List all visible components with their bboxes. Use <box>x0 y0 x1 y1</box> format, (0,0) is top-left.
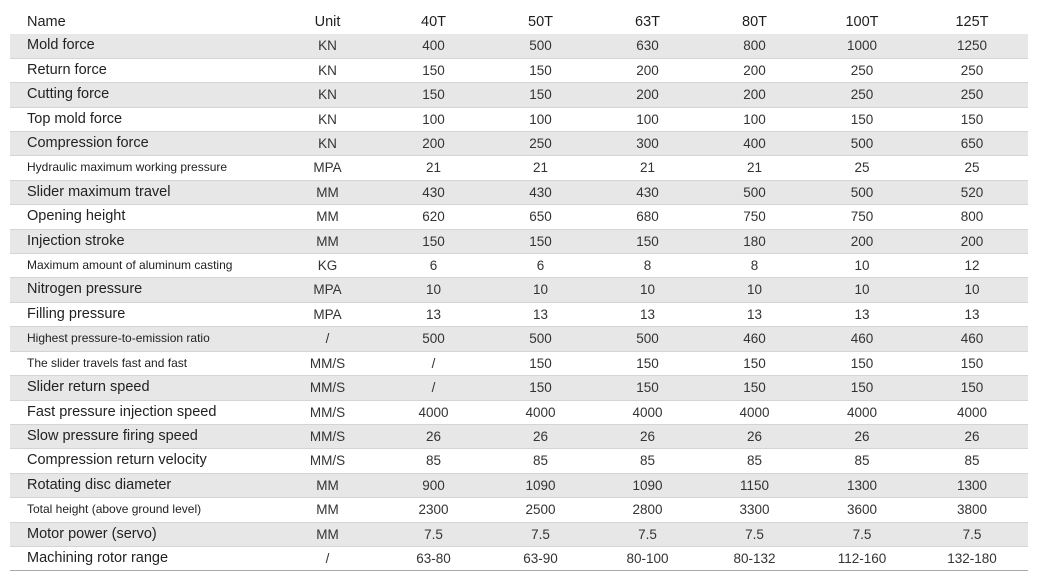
row-value: 1000 <box>808 34 916 58</box>
row-value: 26 <box>808 424 916 448</box>
row-value: 2500 <box>487 498 594 522</box>
row-value: 3300 <box>701 498 808 522</box>
row-value: 150 <box>808 107 916 131</box>
header-row <box>10 11 1028 34</box>
row-value: 4000 <box>380 400 487 424</box>
row-value: 26 <box>701 424 808 448</box>
row-value: 250 <box>808 83 916 107</box>
row-value: 26 <box>487 424 594 448</box>
row-value: 150 <box>701 376 808 400</box>
row-value: 10 <box>594 278 701 302</box>
row-value: 150 <box>380 229 487 253</box>
row-unit: / <box>275 546 380 570</box>
row-value: 8 <box>701 254 808 278</box>
row-value: 250 <box>487 132 594 156</box>
row-unit: MPA <box>275 278 380 302</box>
row-unit: KN <box>275 132 380 156</box>
row-value: 7.5 <box>380 522 487 546</box>
table-row <box>10 34 1028 58</box>
row-unit: MM <box>275 180 380 204</box>
table-row <box>10 327 1028 351</box>
row-value: 1150 <box>701 473 808 497</box>
row-unit: MM <box>275 473 380 497</box>
table-row <box>10 473 1028 497</box>
column-header: 125T <box>916 11 1028 34</box>
row-value: 13 <box>916 302 1028 326</box>
row-value: 10 <box>380 278 487 302</box>
row-name: Slow pressure firing speed <box>10 424 275 448</box>
table-row <box>10 376 1028 400</box>
row-value: 150 <box>916 376 1028 400</box>
row-value: 430 <box>594 180 701 204</box>
row-name: Highest pressure-to-emission ratio <box>10 327 275 351</box>
row-value: 150 <box>380 58 487 82</box>
row-unit: MM/S <box>275 351 380 375</box>
row-value: 500 <box>808 132 916 156</box>
table-row <box>10 156 1028 180</box>
row-unit: KN <box>275 34 380 58</box>
row-value: 200 <box>594 58 701 82</box>
row-name: Hydraulic maximum working pressure <box>10 156 275 180</box>
row-value: 7.5 <box>916 522 1028 546</box>
row-value: 21 <box>487 156 594 180</box>
row-value: 63-90 <box>487 546 594 570</box>
row-value: 200 <box>701 83 808 107</box>
table-row <box>10 302 1028 326</box>
row-value: 150 <box>487 83 594 107</box>
row-value: 100 <box>487 107 594 131</box>
row-name: Machining rotor range <box>10 546 275 570</box>
row-value: / <box>380 376 487 400</box>
row-value: 500 <box>808 180 916 204</box>
column-header: Unit <box>275 11 380 34</box>
table-row <box>10 278 1028 302</box>
row-unit: MM <box>275 229 380 253</box>
row-value: 13 <box>808 302 916 326</box>
row-unit: MM <box>275 205 380 229</box>
row-value: 650 <box>487 205 594 229</box>
row-value: 150 <box>380 83 487 107</box>
row-value: 80-132 <box>701 546 808 570</box>
column-header: 63T <box>594 11 701 34</box>
row-value: 85 <box>808 449 916 473</box>
column-header: 80T <box>701 11 808 34</box>
row-value: 10 <box>808 278 916 302</box>
row-value: 26 <box>380 424 487 448</box>
row-value: 100 <box>594 107 701 131</box>
row-value: 4000 <box>701 400 808 424</box>
row-value: 750 <box>808 205 916 229</box>
row-value: 400 <box>701 132 808 156</box>
column-header: 40T <box>380 11 487 34</box>
row-value: 500 <box>701 180 808 204</box>
row-value: 85 <box>701 449 808 473</box>
row-value: 21 <box>380 156 487 180</box>
row-value: 500 <box>487 34 594 58</box>
row-value: 6 <box>380 254 487 278</box>
row-value: 150 <box>916 107 1028 131</box>
row-value: 2300 <box>380 498 487 522</box>
row-value: 460 <box>916 327 1028 351</box>
row-value: 3800 <box>916 498 1028 522</box>
row-value: 85 <box>594 449 701 473</box>
row-value: 100 <box>701 107 808 131</box>
row-value: 10 <box>487 278 594 302</box>
table-row <box>10 498 1028 522</box>
table-header <box>10 11 1028 34</box>
row-value: 1300 <box>916 473 1028 497</box>
row-value: 500 <box>594 327 701 351</box>
row-value: 12 <box>916 254 1028 278</box>
table-row <box>10 132 1028 156</box>
row-value: 750 <box>701 205 808 229</box>
row-name: Compression force <box>10 132 275 156</box>
row-name: Nitrogen pressure <box>10 278 275 302</box>
table-row <box>10 83 1028 107</box>
row-value: 150 <box>594 229 701 253</box>
row-value: 10 <box>701 278 808 302</box>
row-value: 7.5 <box>594 522 701 546</box>
row-name: Fast pressure injection speed <box>10 400 275 424</box>
row-value: 150 <box>487 376 594 400</box>
row-value: 250 <box>916 83 1028 107</box>
row-value: 80-100 <box>594 546 701 570</box>
row-value: 430 <box>380 180 487 204</box>
row-unit: KN <box>275 107 380 131</box>
row-value: 26 <box>916 424 1028 448</box>
row-value: 1090 <box>594 473 701 497</box>
row-unit: KG <box>275 254 380 278</box>
row-value: 150 <box>808 351 916 375</box>
row-value: 10 <box>916 278 1028 302</box>
row-name: Compression return velocity <box>10 449 275 473</box>
row-value: 1250 <box>916 34 1028 58</box>
row-value: 8 <box>594 254 701 278</box>
row-value: 85 <box>916 449 1028 473</box>
row-value: 85 <box>487 449 594 473</box>
row-name: Cutting force <box>10 83 275 107</box>
row-value: 460 <box>701 327 808 351</box>
row-value: 3600 <box>808 498 916 522</box>
row-value: 200 <box>916 229 1028 253</box>
spec-table <box>10 11 1028 571</box>
row-value: 2800 <box>594 498 701 522</box>
row-name: Mold force <box>10 34 275 58</box>
row-value: 7.5 <box>808 522 916 546</box>
row-name: Rotating disc diameter <box>10 473 275 497</box>
row-value: 4000 <box>487 400 594 424</box>
row-value: 800 <box>701 34 808 58</box>
row-unit: MM/S <box>275 449 380 473</box>
row-value: 26 <box>594 424 701 448</box>
row-name: Maximum amount of aluminum casting <box>10 254 275 278</box>
table-row <box>10 424 1028 448</box>
row-value: 630 <box>594 34 701 58</box>
table-row <box>10 351 1028 375</box>
table-row <box>10 205 1028 229</box>
row-value: 1300 <box>808 473 916 497</box>
row-unit: MM <box>275 498 380 522</box>
row-name: Top mold force <box>10 107 275 131</box>
row-value: 500 <box>380 327 487 351</box>
row-value: 13 <box>701 302 808 326</box>
row-unit: KN <box>275 83 380 107</box>
row-value: 7.5 <box>487 522 594 546</box>
table-row <box>10 546 1028 570</box>
table-row <box>10 400 1028 424</box>
row-name: Motor power (servo) <box>10 522 275 546</box>
row-value: 150 <box>487 229 594 253</box>
row-value: 85 <box>380 449 487 473</box>
row-unit: MM/S <box>275 424 380 448</box>
row-value: 200 <box>701 58 808 82</box>
row-value: 10 <box>808 254 916 278</box>
row-value: 150 <box>808 376 916 400</box>
row-value: 4000 <box>916 400 1028 424</box>
row-value: 150 <box>916 351 1028 375</box>
row-value: 25 <box>916 156 1028 180</box>
row-name: Slider maximum travel <box>10 180 275 204</box>
row-unit: MM <box>275 522 380 546</box>
row-value: 200 <box>594 83 701 107</box>
row-value: 460 <box>808 327 916 351</box>
row-value: 620 <box>380 205 487 229</box>
row-name: Total height (above ground level) <box>10 498 275 522</box>
row-value: 132-180 <box>916 546 1028 570</box>
column-header: 100T <box>808 11 916 34</box>
row-unit: MM/S <box>275 400 380 424</box>
row-unit: / <box>275 327 380 351</box>
row-name: Opening height <box>10 205 275 229</box>
table-body <box>10 34 1028 570</box>
row-value: 200 <box>808 229 916 253</box>
row-name: Return force <box>10 58 275 82</box>
row-value: 21 <box>701 156 808 180</box>
table-row <box>10 449 1028 473</box>
row-value: 6 <box>487 254 594 278</box>
row-value: 150 <box>594 351 701 375</box>
row-value: 800 <box>916 205 1028 229</box>
row-value: 900 <box>380 473 487 497</box>
row-name: The slider travels fast and fast <box>10 351 275 375</box>
row-unit: MPA <box>275 156 380 180</box>
row-value: 13 <box>380 302 487 326</box>
row-value: 13 <box>594 302 701 326</box>
row-name: Slider return speed <box>10 376 275 400</box>
column-header: 50T <box>487 11 594 34</box>
row-value: 100 <box>380 107 487 131</box>
row-value: 250 <box>808 58 916 82</box>
row-value: 150 <box>594 376 701 400</box>
row-value: 430 <box>487 180 594 204</box>
row-value: 680 <box>594 205 701 229</box>
table-row <box>10 180 1028 204</box>
row-value: 400 <box>380 34 487 58</box>
row-value: 4000 <box>808 400 916 424</box>
row-name: Filling pressure <box>10 302 275 326</box>
row-value: 13 <box>487 302 594 326</box>
row-value: 300 <box>594 132 701 156</box>
table-row <box>10 58 1028 82</box>
row-value: 112-160 <box>808 546 916 570</box>
column-header: Name <box>10 11 275 34</box>
table-row <box>10 254 1028 278</box>
row-value: 4000 <box>594 400 701 424</box>
row-value: 1090 <box>487 473 594 497</box>
row-unit: MM/S <box>275 376 380 400</box>
row-value: 150 <box>701 351 808 375</box>
table-row <box>10 229 1028 253</box>
row-value: 520 <box>916 180 1028 204</box>
row-value: 500 <box>487 327 594 351</box>
row-value: 21 <box>594 156 701 180</box>
row-value: 7.5 <box>701 522 808 546</box>
row-value: 650 <box>916 132 1028 156</box>
row-value: 63-80 <box>380 546 487 570</box>
row-unit: KN <box>275 58 380 82</box>
row-value: 200 <box>380 132 487 156</box>
row-unit: MPA <box>275 302 380 326</box>
row-value: 150 <box>487 58 594 82</box>
table-row <box>10 522 1028 546</box>
row-value: / <box>380 351 487 375</box>
row-value: 180 <box>701 229 808 253</box>
row-name: Injection stroke <box>10 229 275 253</box>
row-value: 25 <box>808 156 916 180</box>
row-value: 250 <box>916 58 1028 82</box>
row-value: 150 <box>487 351 594 375</box>
table-row <box>10 107 1028 131</box>
